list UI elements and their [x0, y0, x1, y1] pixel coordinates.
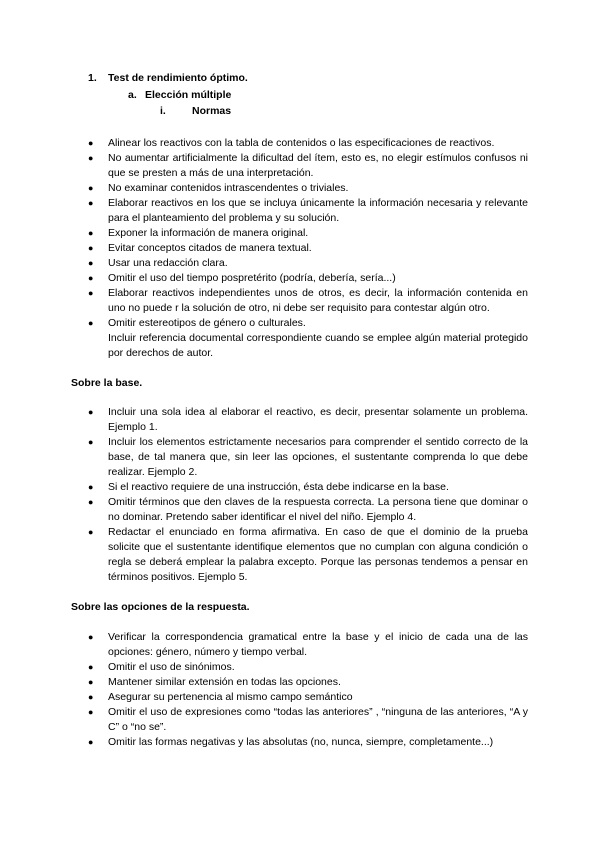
bullet-icon: ● — [88, 153, 94, 163]
list-item: ● No aumentar artificialmente la dificultad del ítem, esto es, no elegir estímulos confusos ni que se presten a más de una interpretación. — [88, 152, 528, 179]
list-item: ● Evitar conceptos citados de manera textual. — [88, 242, 312, 254]
bullet-icon: ● — [88, 437, 94, 447]
bullet-icon: ● — [88, 497, 94, 507]
list-item: ● Incluir una sola idea al elaborar el reactivo, es decir, presentar solamente un problema. Ejemplo 1. — [88, 406, 528, 433]
list-item: ● No examinar contenidos intrascendentes o triviales. — [88, 182, 349, 194]
bullet-icon: ● — [88, 707, 94, 717]
bullet-icon: ● — [88, 737, 94, 747]
list-item: ● Incluir los elementos estrictamente necesarios para comprender el sentido correcto de la base, de tal manera que, sin leer las opciones, el sustentante comprenda lo que debe realizar. Ejemplo 2. — [88, 436, 528, 478]
list-item: ● Elaborar reactivos en los que se incluya únicamente la información necesaria y relevante para el planteamiento del problema y su solución. — [88, 197, 528, 224]
bullet-icon: ● — [88, 677, 94, 687]
list-item: ● Omitir el uso de sinónimos. — [88, 661, 235, 673]
base-list — [86, 405, 528, 585]
list-item: ● Elaborar reactivos independientes unos de otros, es decir, la información contenida en uno no puede r la solución de otro, ni debe ser requisito para contestar algún otro. — [88, 287, 528, 314]
normas-list — [86, 136, 528, 361]
heading-eleccion-multiple: a. Elección múltiple — [128, 89, 232, 101]
list-item: ● Verificar la correspondencia gramatical entre la base y el inicio de cada una de las opciones: género, número y tiempo verbal. — [88, 631, 528, 658]
bullet-icon: ● — [88, 482, 94, 492]
bullet-icon: ● — [88, 183, 94, 193]
list-item: ● Exponer la información de manera original. — [88, 227, 309, 239]
list-item: ● Omitir las formas negativas y las absolutas (no, nunca, siempre, completamente...) — [88, 736, 494, 748]
list-item: ● Omitir términos que den claves de la respuesta correcta. La persona tiene que dominar o no dominar. Pretendo saber identificar el nivel del niño. Ejemplo 4. — [88, 496, 528, 523]
bullet-icon: ● — [88, 138, 94, 148]
list-item: ● Redactar el enunciado en forma afirmativa. En caso de que el dominio de la prueba solicite que el sustentante identifique elementos que no cumplan con alguna condición o regla se deberá emplear la palabra excepto. Porque las personas tendemos a pensar en términos positivos. Ejemplo 5. — [88, 526, 528, 583]
opciones-list — [86, 630, 528, 750]
bullet-icon: ● — [88, 632, 94, 642]
heading-test-rendimiento: 1. Test de rendimiento óptimo. — [88, 72, 248, 84]
bullet-icon: ● — [88, 288, 94, 298]
list-item: ● Omitir el uso del tiempo pospretérito (podría, debería, sería...) — [88, 272, 396, 284]
bullet-icon: ● — [88, 318, 94, 328]
list-item: ● Alinear los reactivos con la tabla de contenidos o las especificaciones de reactivos. — [88, 137, 495, 149]
heading-normas: i. Normas — [160, 105, 232, 117]
section-heading-opciones: Sobre las opciones de la respuesta. — [71, 601, 250, 613]
list-item: ● Omitir estereotipos de género o culturales. Incluir referencia documental correspondiente cuando se emplee algún material protegido por derechos de autor. — [88, 317, 528, 359]
bullet-icon: ● — [88, 273, 94, 283]
section-heading-base: Sobre la base. — [71, 377, 143, 389]
bullet-icon: ● — [88, 258, 94, 268]
continuation-paragraph: Incluir referencia documental correspondiente cuando se emplee algún material protegido por derechos de autor. — [108, 332, 528, 359]
list-item: ● Si el reactivo requiere de una instrucción, ésta debe indicarse en la base. — [88, 481, 449, 493]
bullet-icon: ● — [88, 243, 94, 253]
list-item: ● Omitir el uso de expresiones como “todas las anteriores” , “ninguna de las anteriores, “A y C” o “no se”. — [88, 706, 528, 733]
list-item: ● Mantener similar extensión en todas las opciones. — [88, 676, 341, 688]
bullet-icon: ● — [88, 692, 94, 702]
bullet-icon: ● — [88, 228, 94, 238]
list-item: ● Usar una redacción clara. — [88, 257, 228, 269]
list-item: ● Asegurar su pertenencia al mismo campo semántico — [88, 691, 353, 703]
bullet-icon: ● — [88, 198, 94, 208]
bullet-icon: ● — [88, 527, 94, 537]
bullet-icon: ● — [88, 662, 94, 672]
bullet-icon: ● — [88, 407, 94, 417]
